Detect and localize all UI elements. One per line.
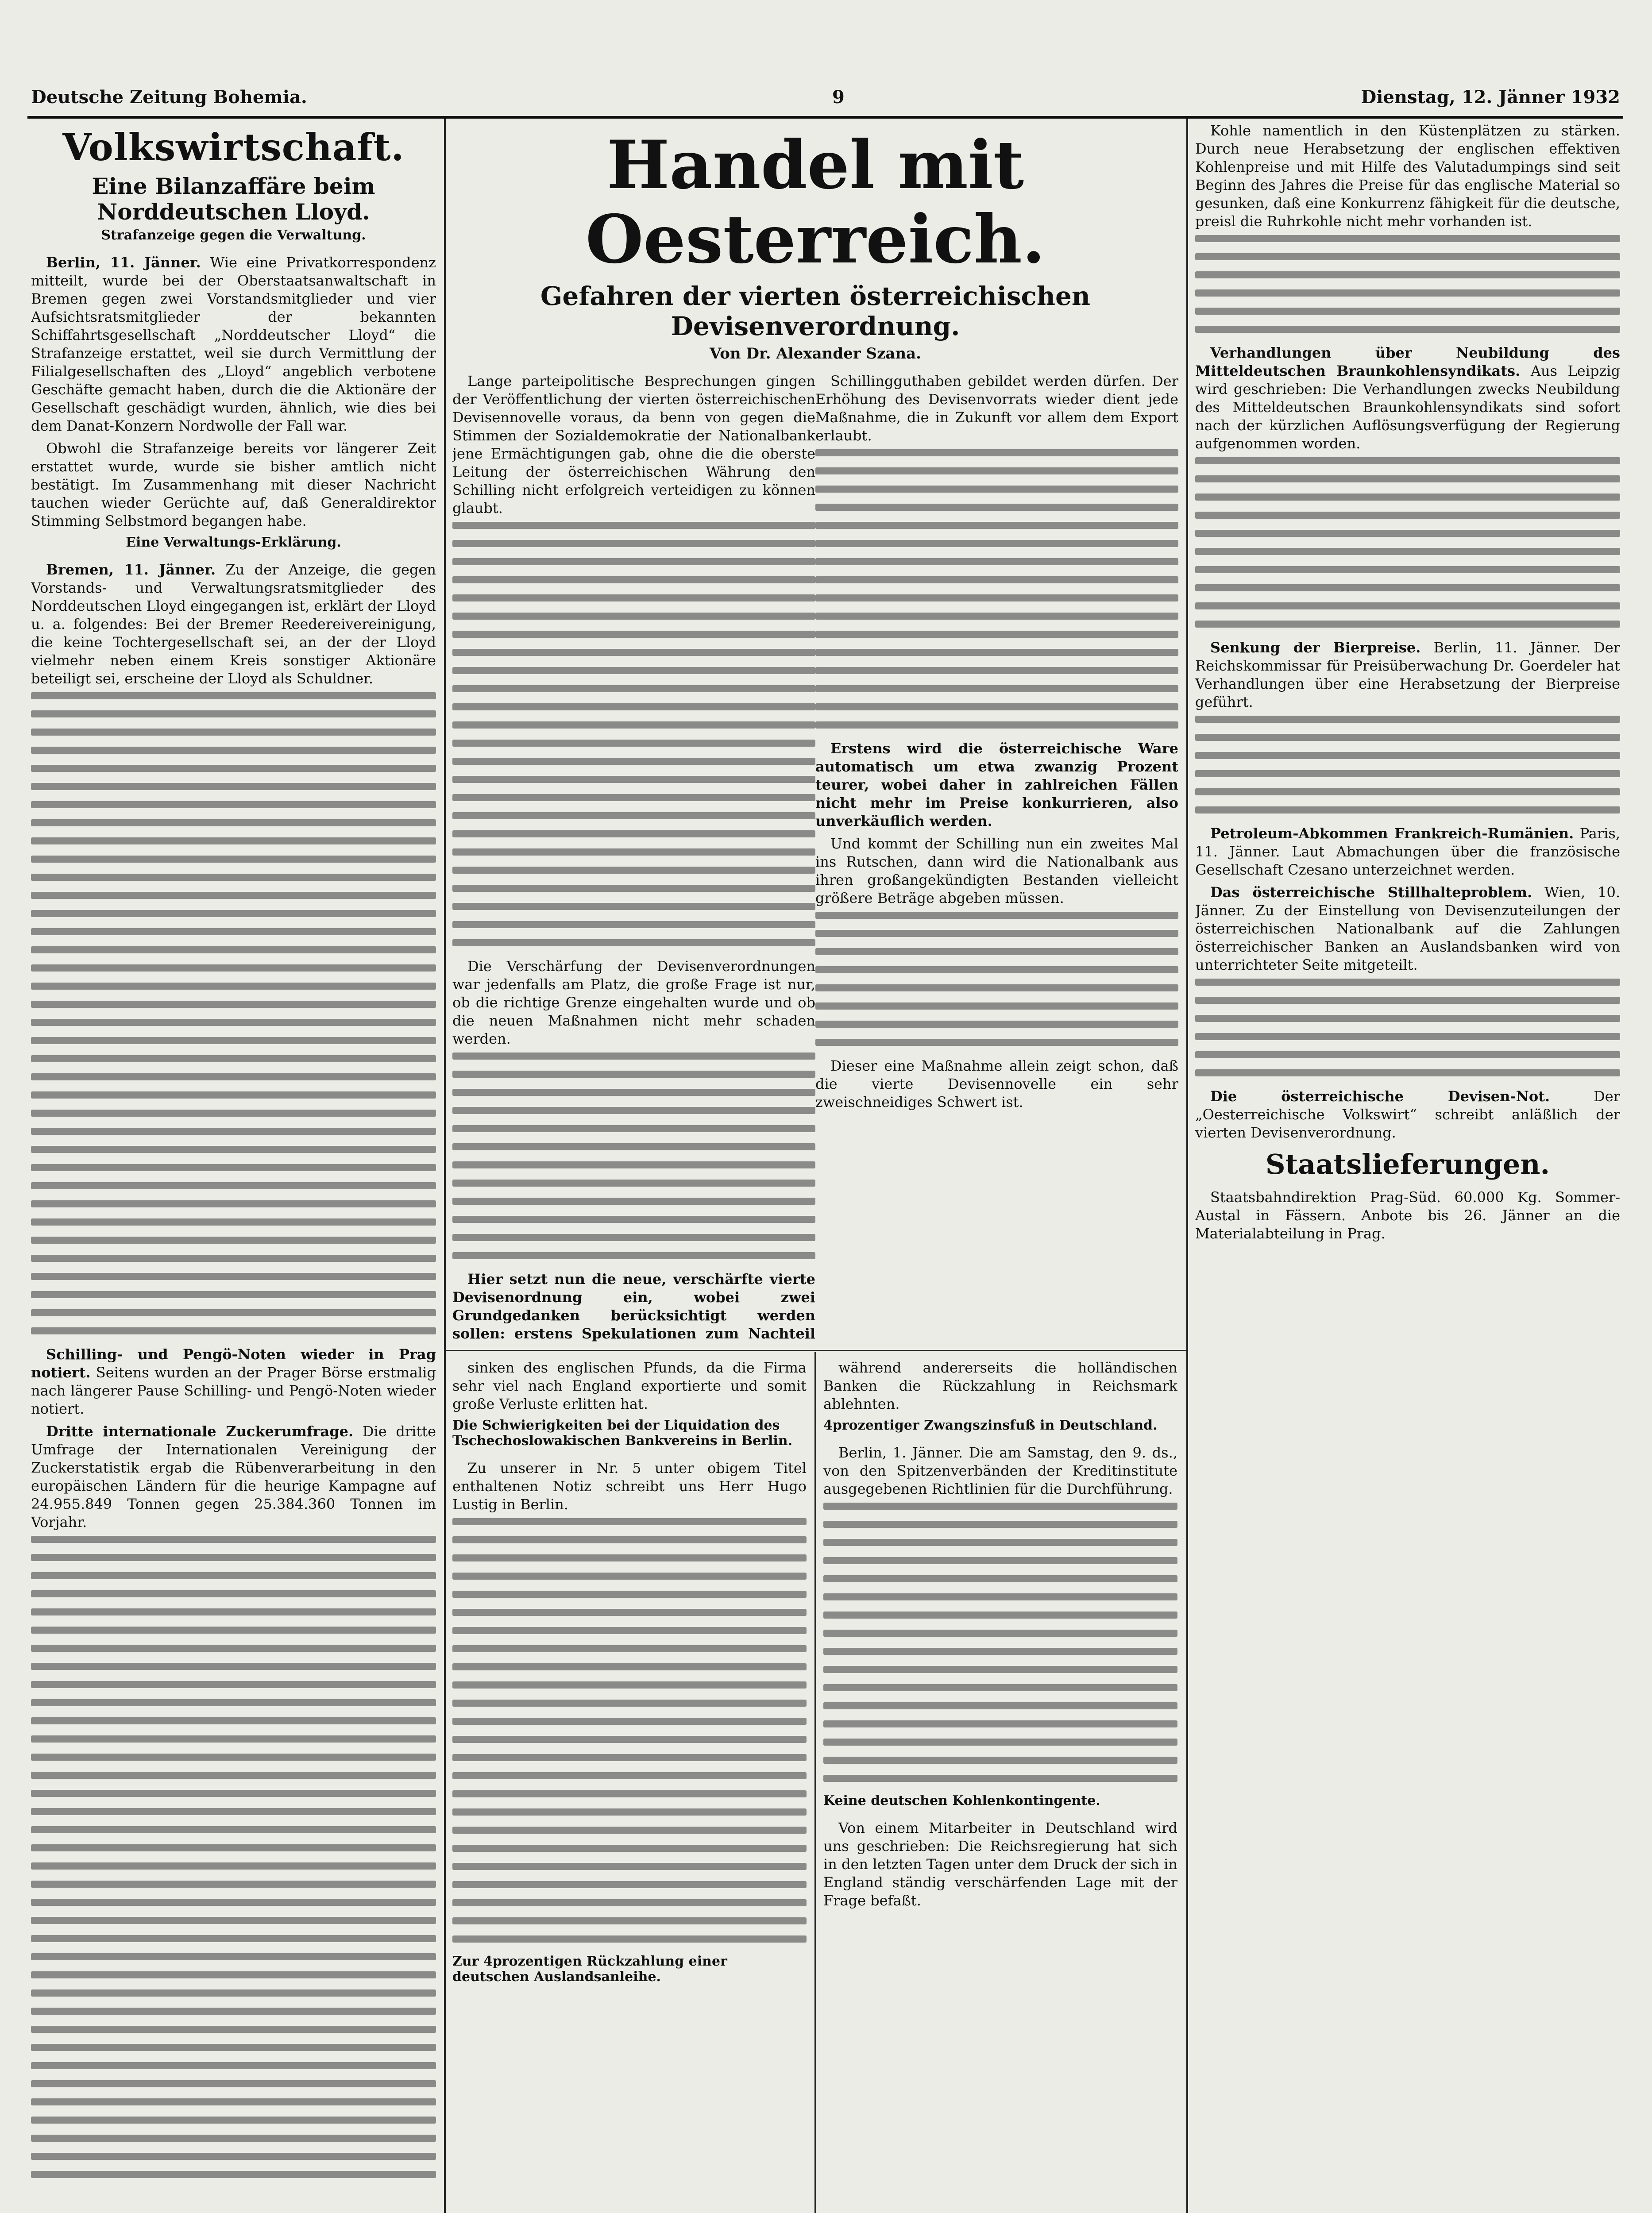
header-rule xyxy=(27,116,1623,119)
text-block xyxy=(31,1536,436,2178)
article-left-column xyxy=(452,372,815,1343)
article-paragraph: Obwohl die Strafanzeige bereits vor längerer Zeit erstattet wurde, wurde sie bisher amtlich nicht bestätigt. Im Zusammenhang mit dieser Nachricht tauchen wieder Gerüchte auf, daß Generaldirektor Stimming Selbstmord begangen habe. xyxy=(31,440,436,529)
article-paragraph: Petroleum-Abkommen Frankreich-Rumänien. Paris, 11. Jänner. Laut Abmachungen über die französische Gesellschaft Czesano unterzeichnet werden. xyxy=(1195,825,1620,878)
column-rule xyxy=(444,119,446,2213)
article-paragraph: Staatsbahndirektion Prag-Süd. 60.000 Kg. Sommer-Austal in Fässern. Anbote bis 26. Jänner an die Materialabteilung in Prag. xyxy=(1195,1189,1620,1242)
section-title: Volkswirtschaft. xyxy=(62,125,405,169)
article-subhead: Keine deutschen Kohlenkontingente. xyxy=(823,1793,1100,1808)
column-economy xyxy=(31,122,436,2213)
article-headline: Eine Bilanzaffäre beim Norddeutschen Lloyd. xyxy=(92,173,375,225)
column-rule xyxy=(1186,119,1188,2213)
main-headline: Handel mit Oesterreich. xyxy=(585,126,1046,278)
text-block xyxy=(31,692,436,1334)
newspaper-name: Deutsche Zeitung Bohemia. xyxy=(31,87,307,108)
text-block xyxy=(823,1503,1177,1782)
text-block xyxy=(452,1518,807,1943)
main-subheadline: Gefahren der vierten österreichischen Devisenverordnung. xyxy=(540,281,1091,341)
article-paragraph: Senkung der Bierpreise. Berlin, 11. Jänner. Der Reichskommissar für Preisüberwachung Dr. Goerdeler hat Verhandlungen über eine Herabsetzung der Bierpreise geführt. xyxy=(1195,639,1620,710)
article-subhead: Die Schwierigkeiten bei der Liquidation des Tschechoslowakischen Bankvereins in Berlin. xyxy=(452,1418,793,1449)
article-paragraph: Zu unserer in Nr. 5 unter obigem Titel enthaltenen Notiz schreibt uns Herr Hugo Lustig in Berlin. xyxy=(452,1460,807,1513)
byline: Von Dr. Alexander Szana. xyxy=(709,345,922,362)
column-bottom-right xyxy=(823,1359,1177,2213)
article-paragraph: Berlin, 11. Jänner. Wie eine Privatkorrespondenz mitteilt, wurde bei der Oberstaatsanwaltschaft in Bremen gegen zwei Vorstandsmitglieder und vier Aufsichtsratsmitglieder der bekannten Schiffahrtsgesellschaft „Norddeutscher Lloyd“ die Strafanzeige erstattet, weil sie durch Vermittlung der Filialgesellschaften des „Lloyd“ angeblich verbotene Geschäfte gemacht haben, durch die die Aktionäre der Gesellschaft geschädigt wurden, ähnlich, wie dies bei dem Danat-Konzern Nordwolle der Fall war. xyxy=(31,254,436,434)
article-paragraph: Dritte internationale Zuckerumfrage. Die dritte Umfrage der Internationalen Vereinigung der Zuckerstatistik ergab die Rübenverarbeitung in den europäischen Ländern für die heurige Kampagne auf 24.955.849 Tonnen gegen 25.384.360 Tonnen im Vorjahr. xyxy=(31,1423,436,1531)
issue-date: Dienstag, 12. Jänner 1932 xyxy=(1361,87,1620,108)
column-economy-news xyxy=(1195,122,1620,2213)
article-paragraph: während andererseits die holländischen Banken die Rückzahlung in Reichsmark ablehnten. xyxy=(823,1359,1177,1412)
article-subhead: Zur 4prozentigen Rückzahlung einer deutschen Auslandsanleihe. xyxy=(452,1954,727,1985)
article-paragraph-bold: Hier setzt nun die neue, verschärfte vierte Devisenordnung ein, wobei zwei Grundgedanken berücksichtigt werden sollen: erstens Spekulationen zum Nachteil xyxy=(452,1271,815,1342)
article-paragraph: Das österreichische Stillhalteproblem. Wien, 10. Jänner. Zu der Einstellung von Devisenzuteilungen der österreichischen Nationalbank auf die Zahlungen österreichischer Banken an Auslandsbanken wird von unterrichteter Seite mitgeteilt. xyxy=(1195,884,1620,973)
text-block xyxy=(1195,235,1620,333)
text-block xyxy=(815,912,1178,1046)
article-subhead: 4prozentiger Zwangszinsfuß in Deutschland. xyxy=(823,1418,1158,1433)
article-paragraph: Lange parteipolitische Besprechungen gingen der Veröffentlichung der vierten österreichischen Devisennovelle voraus, da benn von gegen die Stimmen der Sozialdemokratie der Nationalbank jene Ermächtigungen gab, ohne die die oberste Leitung der österreichischen Währung den Schilling nicht erfolgreich verteidigen zu können glaubt. xyxy=(452,373,815,517)
page-header xyxy=(31,87,1620,113)
article-paragraph: Von einem Mitarbeiter in Deutschland wird uns geschrieben: Die Reichsregierung hat sich in den letzten Tagen unter dem Druck der sich in England ständig verschärfenden Lage mit der Frage befaßt. xyxy=(823,1820,1177,1909)
column-rule xyxy=(814,1352,816,2213)
article-paragraph: Kohle namentlich in den Küstenplätzen zu stärken. Durch neue Herabsetzung der englischen effektiven Kohlenpreise und mit Hilfe des Valutadumpings sind seit Beginn des Jahres die Preise für das englische Material so gesunken, daß eine Konkurrenz fähigkeit für die deutsche, preisl die Ruhrkohle nicht mehr vorhanden ist. xyxy=(1195,122,1620,230)
text-block xyxy=(815,449,1178,729)
text-block xyxy=(452,522,815,946)
text-block xyxy=(1195,979,1620,1076)
article-paragraph: Schilling- und Pengö-Noten wieder in Prag notiert. Seitens wurden an der Prager Börse erstmalig nach längerer Pause Schilling- und Pengö-Noten wieder notiert. xyxy=(31,1346,436,1417)
text-block xyxy=(452,1053,815,1259)
article-paragraph: Bremen, 11. Jänner. Zu der Anzeige, die gegen Vorstands- und Verwaltungsratsmitglieder des Norddeutschen Lloyd eingegangen ist, erklärt der Lloyd u. a. folgendes: Bei der Bremer Reedereivereinigung, die keine Tochtergesellschaft sei, an der der Lloyd vielmehr neben einem Kreis sonstiger Aktionäre beteiligt sei, erscheine der Lloyd als Schuldner. xyxy=(31,561,436,687)
column-main-article xyxy=(452,122,1178,1343)
section-divider xyxy=(445,1350,1186,1351)
article-paragraph: Und kommt der Schilling nun ein zweites Mal ins Rutschen, dann wird die Nationalbank aus ihren großangekündigten Bestanden vielleicht größere Beträge abgeben müssen. xyxy=(815,835,1178,906)
article-right-column xyxy=(815,372,1178,1343)
article-paragraph: Verhandlungen über Neubildung des Mitteldeutschen Braunkohlensyndikats. Aus Leipzig wird geschrieben: Die Verhandlungen zwecks Neubildung des Mitteldeutschen Braunkohlensyndikats sind sofort nach der kürzlichen Auflösungsverfügung der Regierung aufgenommen worden. xyxy=(1195,344,1620,452)
text-block xyxy=(1195,716,1620,813)
page-number: 9 xyxy=(832,87,845,108)
article-subhead: Strafanzeige gegen die Verwaltung. xyxy=(101,227,366,243)
box-title: Staatslieferungen. xyxy=(1265,1148,1550,1180)
column-bottom-left xyxy=(452,1359,807,2213)
article-paragraph: Schillingguthaben gebildet werden dürfen. Der Erhöhung des Devisenvorrats wieder dient jede Maßnahme, die in Zukunft vor allem dem Export erlaubt. xyxy=(815,373,1178,444)
article-subhead: Eine Verwaltungs-Erklärung. xyxy=(126,535,341,550)
article-paragraph: Berlin, 1. Jänner. Die am Samstag, den 9. ds., von den Spitzenverbänden der Kreditinstitute ausgegebenen Richtlinien für die Durchführung. xyxy=(823,1444,1177,1497)
article-paragraph: Dieser eine Maßnahme allein zeigt schon, daß die vierte Devisennovelle ein sehr zweischneidiges Schwert ist. xyxy=(815,1057,1178,1110)
article-paragraph: Die österreichische Devisen-Not. Der „Oesterreichische Volkswirt“ schreibt anläßlich der vierten Devisenverordnung. xyxy=(1195,1088,1620,1141)
text-block xyxy=(1195,457,1620,628)
article-paragraph: Die Verschärfung der Devisenverordnungen war jedenfalls am Platz, die große Frage ist nur, ob die richtige Grenze eingehalten wurde und ob die neuen Maßnahmen nicht mehr schaden werden. xyxy=(452,958,815,1047)
article-paragraph: sinken des englischen Pfunds, da die Firma sehr viel nach England exportierte und somit große Verluste erlitten hat. xyxy=(452,1359,807,1412)
article-paragraph-bold: Erstens wird die österreichische Ware automatisch um etwa zwanzig Prozent teurer, wobei daher in zahlreichen Fällen nicht mehr im Preise konkurrieren, also unverkäuflich werden. xyxy=(815,740,1178,829)
